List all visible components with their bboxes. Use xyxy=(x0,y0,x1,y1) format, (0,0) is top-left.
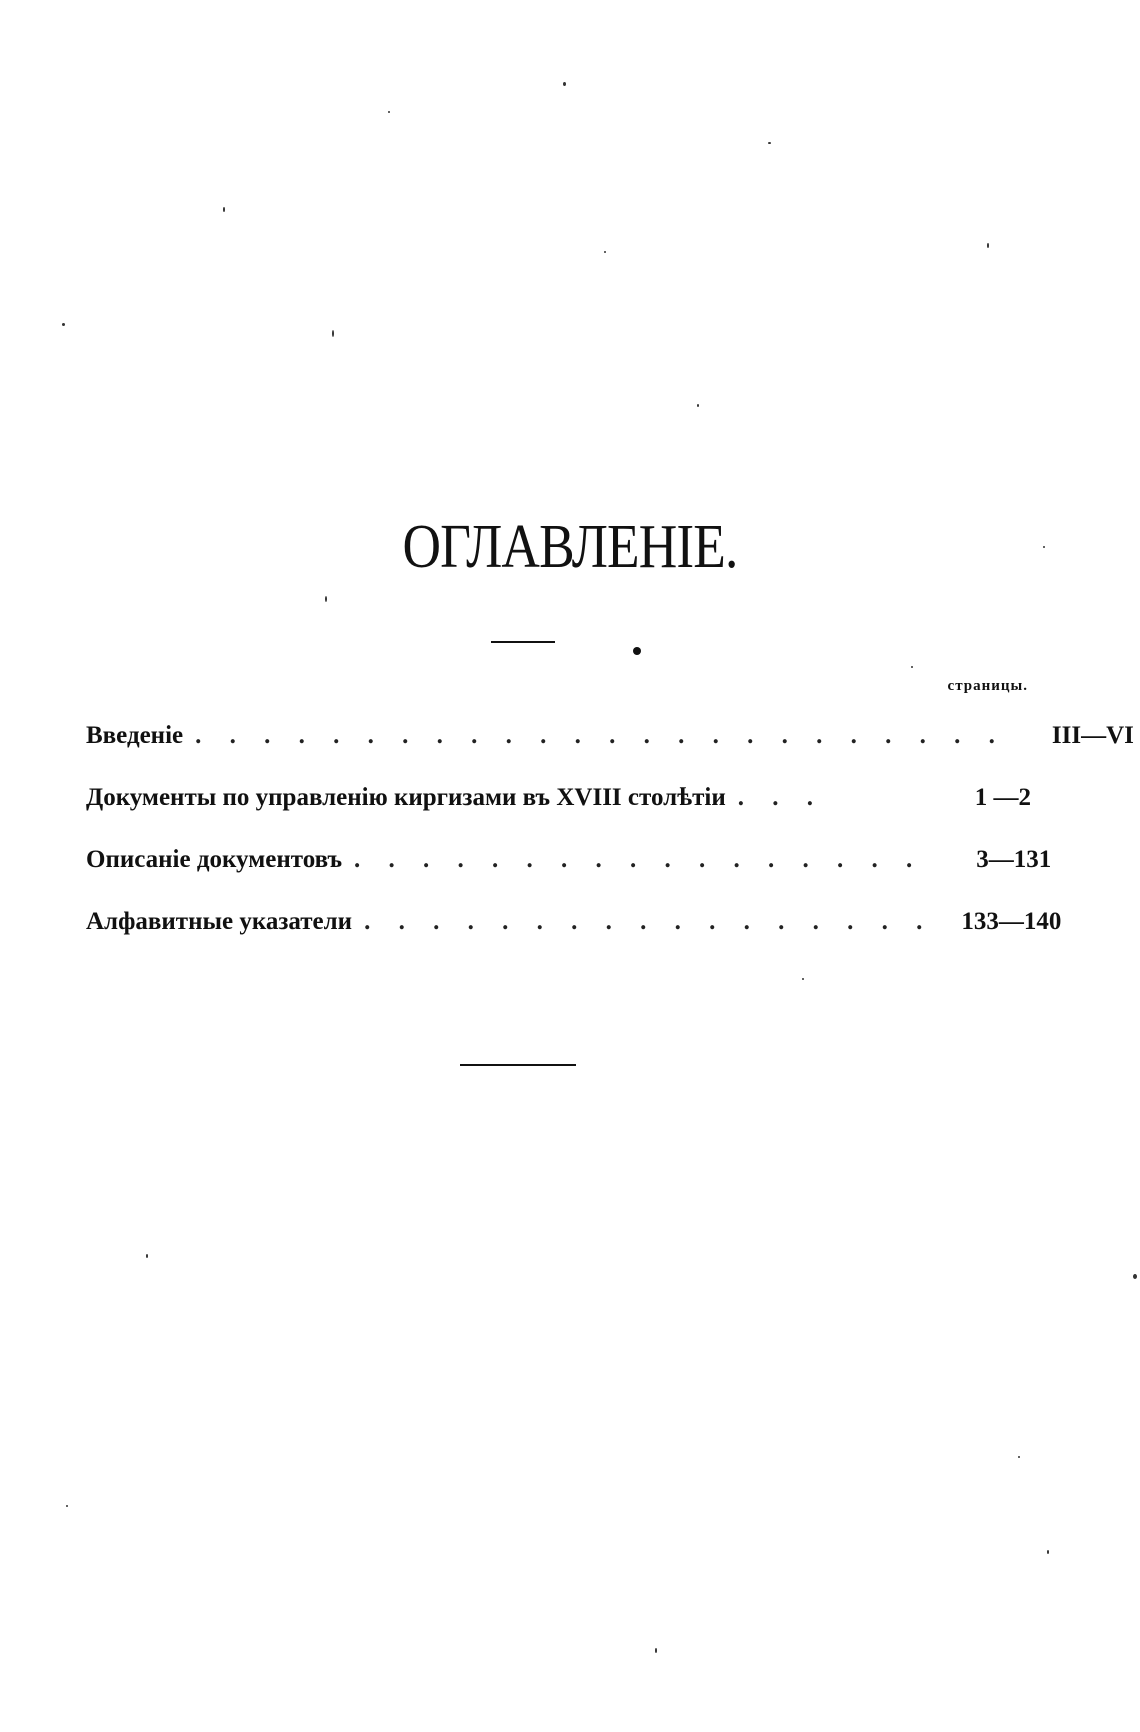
toc-entry xyxy=(86,784,1031,846)
toc-entry-label: Документы по управленію киргизами въ XVIII столѣтіи xyxy=(86,784,726,811)
scan-speck xyxy=(604,251,606,253)
toc-entry-pages: III—VI xyxy=(1051,722,1134,749)
scan-speck xyxy=(1043,546,1045,548)
toc-entry-pages: 3—131 xyxy=(976,846,1052,873)
table-of-contents xyxy=(86,722,1134,970)
scan-speck xyxy=(62,323,65,326)
toc-entry-pages: 1 —2 xyxy=(974,784,1031,811)
toc-entry xyxy=(86,908,1062,970)
scan-speck xyxy=(66,1505,68,1507)
bottom-divider xyxy=(460,1064,576,1066)
toc-entry-leader: . . . . . . . . . . . . . . . . . . . . . . . . xyxy=(195,722,1006,749)
toc-entry-pages: 133—140 xyxy=(961,908,1062,935)
scan-speck xyxy=(1018,1456,1020,1458)
scan-speck xyxy=(1133,1274,1137,1279)
toc-entry-leader: . . . . . . . . . . . . . . . . . xyxy=(354,846,924,873)
ink-dot xyxy=(633,647,641,655)
toc-entry-label: Описаніе документовъ xyxy=(86,846,343,873)
scan-speck xyxy=(563,82,566,86)
toc-entry-leader: . . . xyxy=(737,784,825,811)
toc-entry-label: Алфавитные указатели xyxy=(86,908,353,935)
scan-speck xyxy=(1047,1550,1049,1554)
scan-speck xyxy=(146,1254,148,1258)
toc-entry-leader: . . . . . . . . . . . . . . . . . xyxy=(364,908,934,935)
scan-speck xyxy=(223,207,225,212)
page-title: ОГЛАВЛЕНІЕ. xyxy=(402,513,738,581)
pages-column-header: страницы. xyxy=(947,678,1028,694)
scan-speck xyxy=(332,330,334,337)
scan-speck xyxy=(325,596,327,602)
scan-speck xyxy=(697,404,699,407)
scan-speck xyxy=(388,111,390,113)
toc-entry xyxy=(86,722,1134,784)
scan-speck xyxy=(987,243,989,248)
scan-speck xyxy=(802,978,804,980)
title-divider xyxy=(491,641,555,643)
toc-entry-label: Введеніе xyxy=(86,722,184,749)
scan-speck xyxy=(655,1648,657,1653)
scan-speck xyxy=(768,142,771,144)
toc-entry xyxy=(86,846,1052,908)
scan-speck xyxy=(911,666,913,668)
